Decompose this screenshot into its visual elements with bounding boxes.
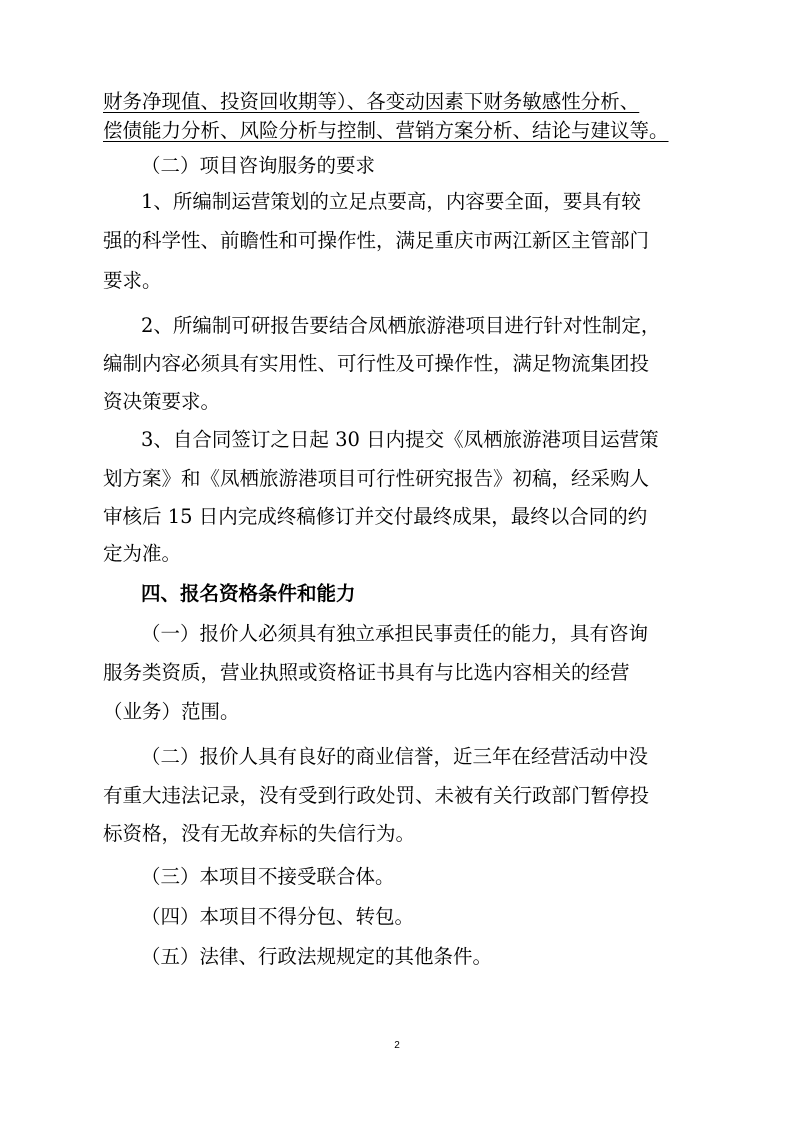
section-heading: 四、报名资格条件和能力 xyxy=(141,582,356,605)
text-line: 有重大违法记录，没有受到行政处罚、未被有关行政部门暂停投 xyxy=(103,784,650,807)
text-line: （业务）范围。 xyxy=(103,700,240,723)
page-number: 2 xyxy=(394,1040,400,1051)
text-line: 资决策要求。 xyxy=(103,390,221,413)
text-line: （一）报价人必须具有独立承担民事责任的能力，具有咨询 xyxy=(141,622,649,645)
text-line: 服务类资质，营业执照或资格证书具有与比选内容相关的经营 xyxy=(103,661,630,684)
text-line: （三）本项目不接受联合体。 xyxy=(141,865,395,888)
text-line: 1、所编制运营策划的立足点要高，内容要全面，要具有较 xyxy=(141,190,641,213)
text-line: 标资格，没有无故弃标的失信行为。 xyxy=(103,822,416,845)
subheading: （二）项目咨询服务的要求 xyxy=(141,154,376,177)
text-line: （五）法律、行政法规规定的其他条件。 xyxy=(141,945,493,968)
text-line: 要求。 xyxy=(103,269,162,292)
text-line: 3、自合同签订之日起 30 日内提交《凤栖旅游港项目运营策 xyxy=(141,428,659,451)
text-line: 偿债能力分析、风险分析与控制、营销方案分析、结论与建议等。 xyxy=(103,119,669,142)
text-line: （四）本项目不得分包、转包。 xyxy=(141,905,415,928)
text-line: 编制内容必须具有实用性、可行性及可操作性，满足物流集团投 xyxy=(103,352,650,375)
text-line: 定为准。 xyxy=(103,542,182,565)
text-line: 财务净现值、投资回收期等）、各变动因素下财务敏感性分析、 xyxy=(103,90,640,113)
text-line: 强的科学性、前瞻性和可操作性，满足重庆市两江新区主管部门 xyxy=(103,229,650,252)
text-line: 审核后 15 日内完成终稿修订并交付最终成果，最终以合同的约 xyxy=(103,505,648,528)
text-line: 2、所编制可研报告要结合凤栖旅游港项目进行针对性制定， xyxy=(141,314,661,337)
text-line: （二）报价人具有良好的商业信誉，近三年在经营活动中没 xyxy=(141,745,649,768)
text-line: 划方案》和《凤栖旅游港项目可行性研究报告》初稿，经采购人 xyxy=(103,467,650,490)
